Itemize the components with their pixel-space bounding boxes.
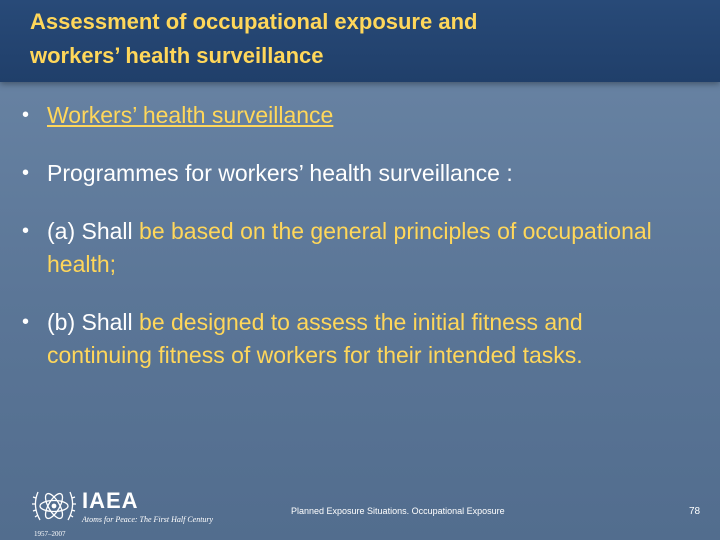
iaea-logo-years: 1957–2007 [34,530,66,538]
bullet-highlight: be designed to assess the initial fitness and continuing fitness of workers for their intended tasks. [47,309,583,368]
bullet-text [47,306,692,372]
bullet-text: Programmes for workers’ health surveillance : [47,160,513,186]
slide-title-line-1: Assessment of occupational exposure and [30,9,478,34]
bullet-icon: • [22,311,30,333]
slide-title-line-2: workers’ health surveillance [30,43,324,68]
bullet-prefix: (b) Shall [47,309,133,335]
iaea-logo-text: IAEA [82,488,139,513]
page-number: 78 [689,506,701,517]
iaea-logo-tagline: Atoms for Peace: The First Half Century [82,515,214,524]
iaea-atom-laurel-icon [30,484,78,528]
bullet-highlight: be based on the general principles of occupational health; [47,218,652,277]
footer-text: Planned Exposure Situations. Occupational Exposure [291,506,505,516]
bullet-icon: • [22,104,30,126]
bullet-text [47,215,692,281]
bullet-text-link[interactable]: Workers’ health surveillance [47,102,334,128]
iaea-logo [30,484,230,540]
bullet-icon: • [22,162,30,184]
bullet-prefix: (a) Shall [47,218,133,244]
bullet-icon: • [22,220,30,242]
title-bar [0,0,720,82]
